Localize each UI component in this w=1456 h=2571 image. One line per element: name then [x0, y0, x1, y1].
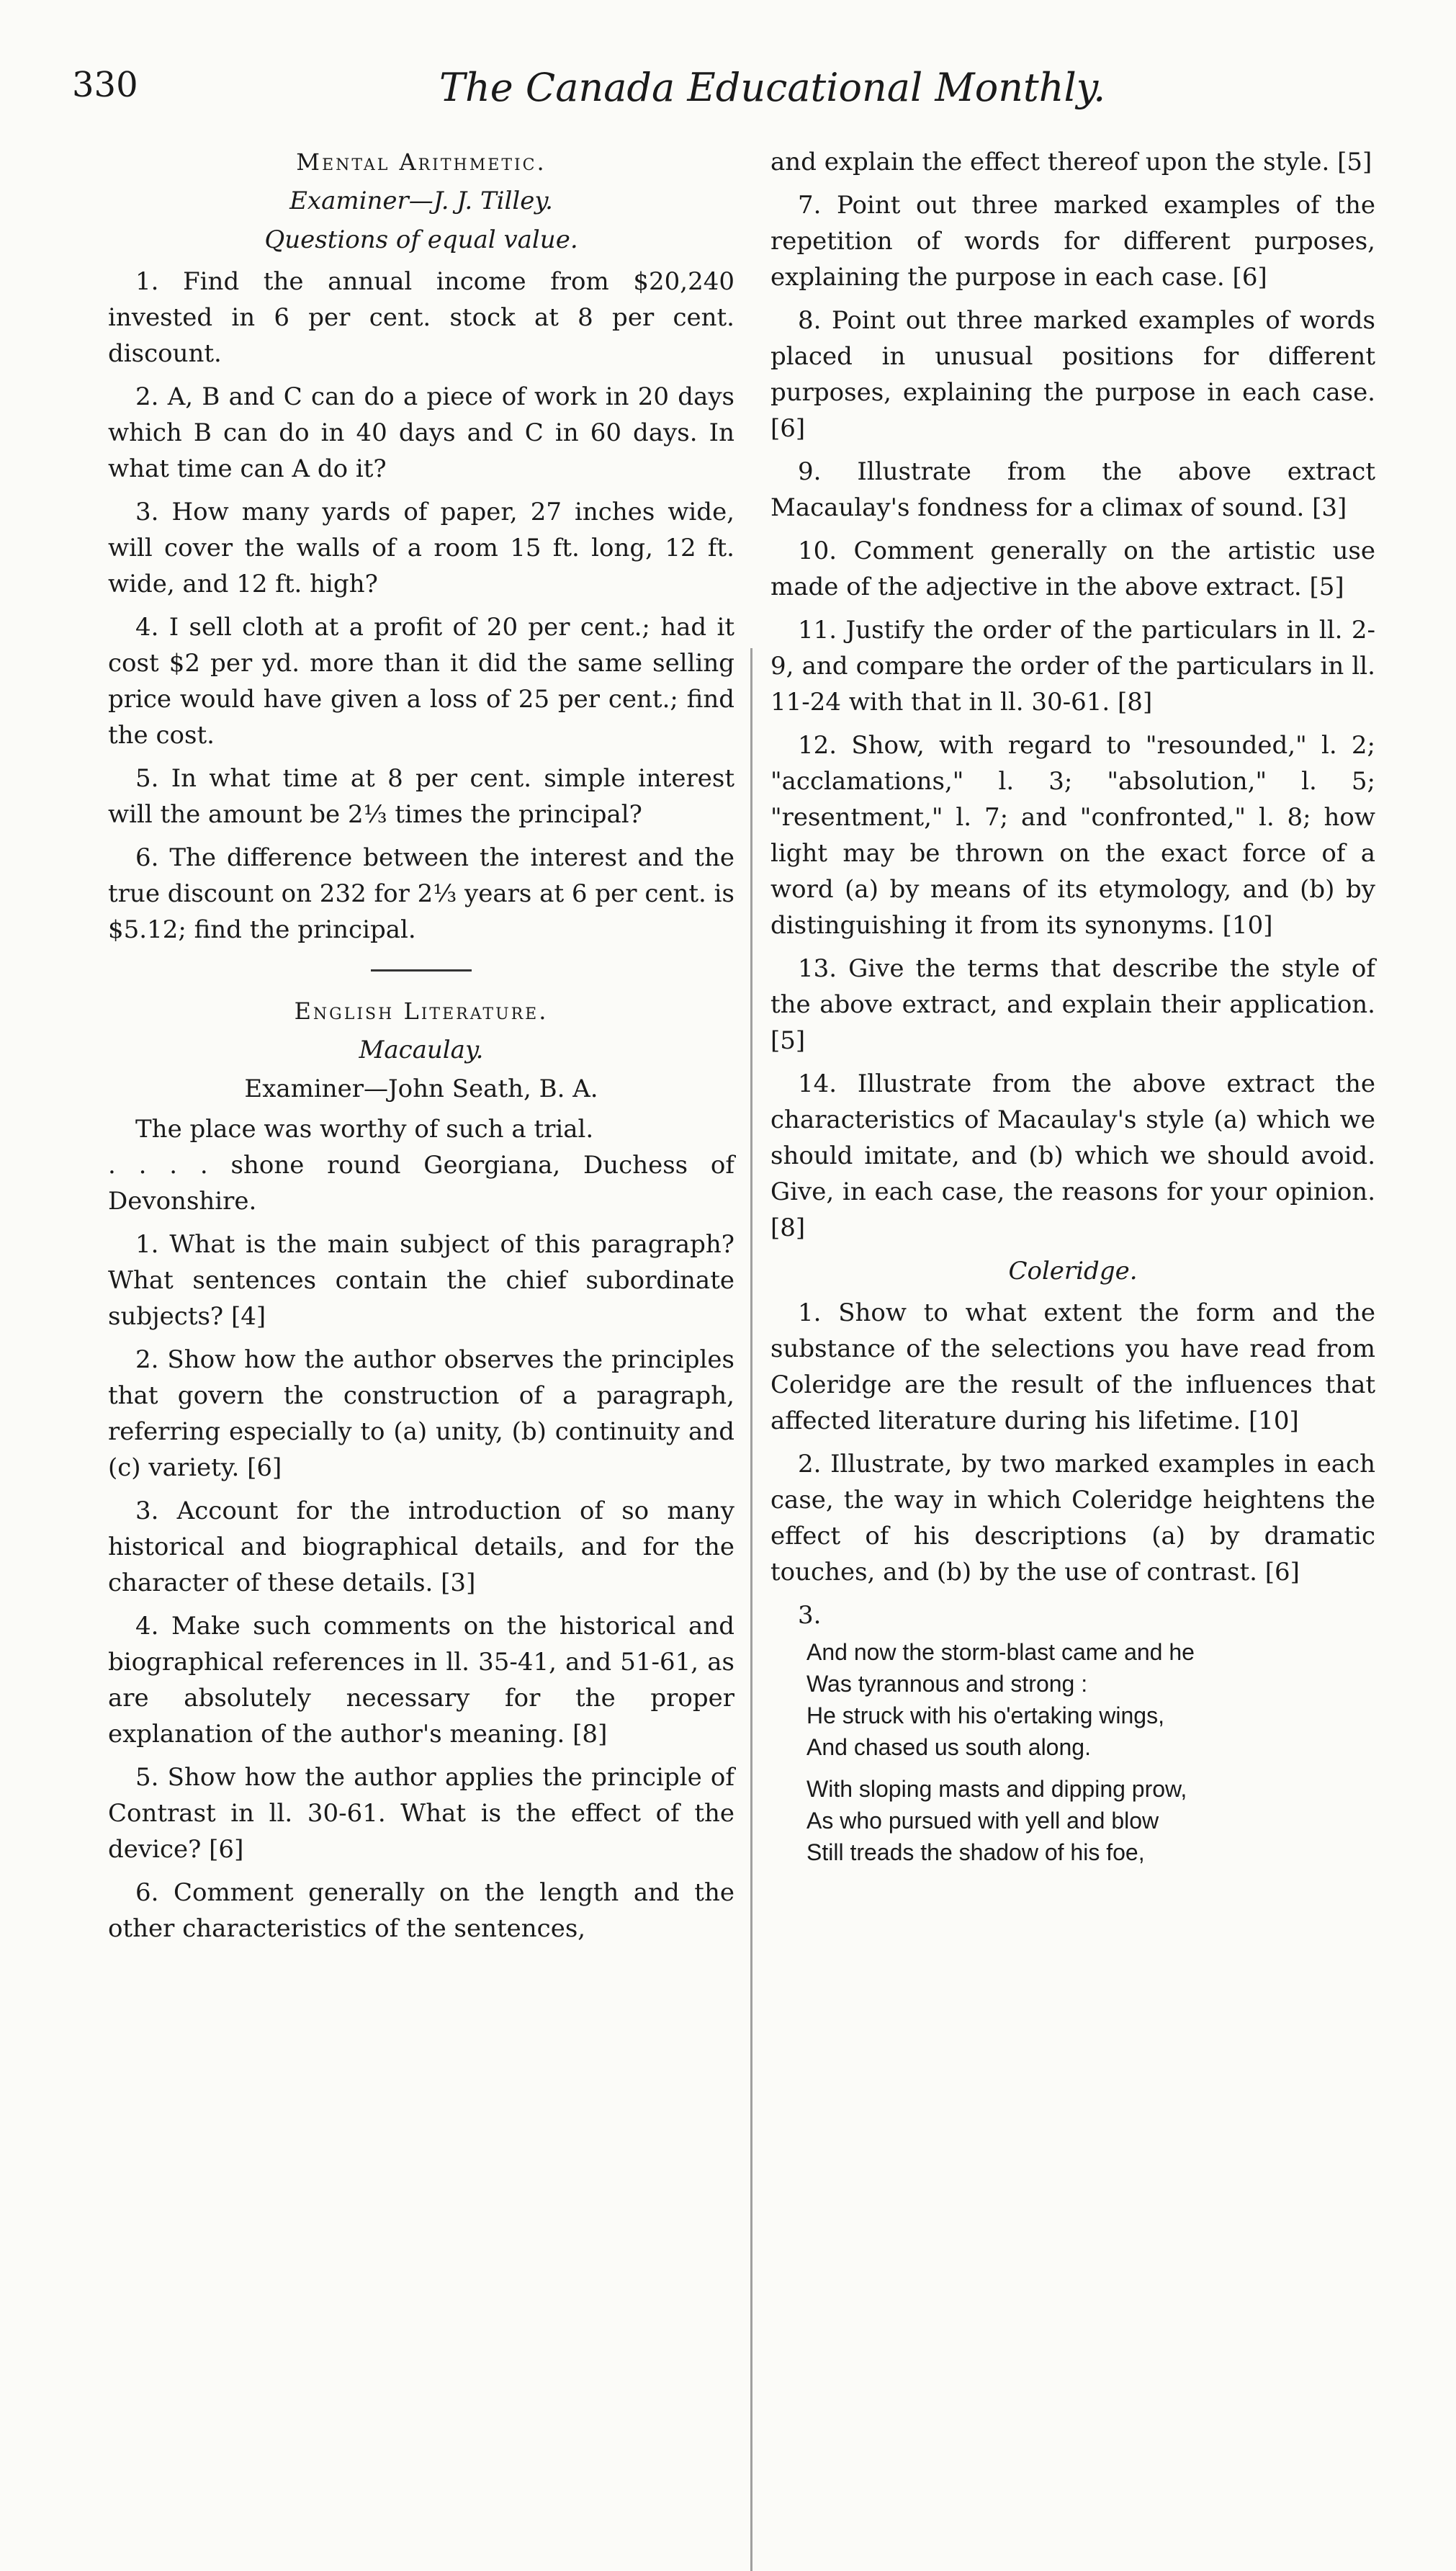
poem-stanza [806, 1636, 1375, 1763]
section-title-english-literature: English Literature. [294, 997, 549, 1025]
extract-line: . . . . shone round Georgiana, Duchess of Devonshire. [108, 1151, 734, 1216]
question: 9. Illustrate from the above extract Macaulay's fondness for a climax of sound. [3] [770, 457, 1375, 522]
poem-line: Still treads the shadow of his foe, [806, 1839, 1145, 1865]
right-column [770, 144, 1375, 1878]
page-number: 330 [72, 65, 138, 105]
author-heading: Macaulay. [359, 1036, 484, 1064]
poem-line: As who pursued with yell and blow [806, 1808, 1159, 1834]
question: 4. I sell cloth at a profit of 20 per cent.; had it cost $2 per yd. more than it did the same selling price would have given a loss of 25 per cent.; find the cost. [108, 613, 734, 750]
question: 11. Justify the order of the particulars in ll. 2-9, and compare the order of the particulars in ll. 11-24 with that in ll. 30-61. [8] [770, 616, 1375, 717]
poem-line: Was tyrannous and strong : [806, 1671, 1088, 1697]
left-column [108, 144, 734, 1954]
question: 5. In what time at 8 per cent. simple interest will the amount be 2⅓ times the principal? [108, 764, 734, 829]
author-heading: Coleridge. [1008, 1257, 1138, 1286]
question: 1. What is the main subject of this paragraph? What sentences contain the chief subordinate subjects? [4] [108, 1230, 734, 1331]
poem-line: He struck with his o'ertaking wings, [806, 1702, 1164, 1728]
question: 8. Point out three marked examples of words placed in unusual positions for different purposes, explaining the purpose in each case. [6] [770, 306, 1375, 443]
running-title: The Canada Educational Monthly. [439, 65, 1106, 110]
question: 3. How many yards of paper, 27 inches wide, will cover the walls of a room 15 ft. long, 12 ft. wide, and 12 ft. high? [108, 498, 734, 598]
column-divider [750, 648, 752, 2571]
page-header [0, 65, 1456, 122]
question: 13. Give the terms that describe the style of the above extract, and explain their application. [5] [770, 954, 1375, 1055]
question: 7. Point out three marked examples of the repetition of words for different purposes, explaining the purpose in each case. [6] [770, 191, 1375, 292]
extract-line: The place was worthy of such a trial. [135, 1115, 594, 1144]
question-continuation: and explain the effect thereof upon the style. [5] [770, 148, 1372, 176]
examiner-line: Examiner—John Seath, B. A. [244, 1074, 598, 1103]
poem-line: And now the storm-blast came and he [806, 1639, 1195, 1665]
poem-line: And chased us south along. [806, 1734, 1091, 1760]
section-title-mental-arithmetic: Mental Arithmetic. [296, 148, 547, 176]
examiner-line: Examiner—J. J. Tilley. [289, 187, 553, 215]
question: 4. Make such comments on the historical and biographical references in ll. 35-41, and 51-61, as are absolutely necessary for the proper explanation of the author's meaning. [8] [108, 1612, 734, 1749]
poem-line: With sloping masts and dipping prow, [806, 1776, 1187, 1802]
question: 10. Comment generally on the artistic use made of the adjective in the above extract. [5] [770, 537, 1375, 601]
question: 2. Illustrate, by two marked examples in each case, the way in which Coleridge heightens the effect of his descriptions (a) by dramatic touches, and (b) by the use of contrast. [6] [770, 1450, 1375, 1587]
question: 14. Illustrate from the above extract the characteristics of Macaulay's style (a) which we should imitate, and (b) which we should avoid. Give, in each case, the reasons for your opinion. [8] [770, 1069, 1375, 1242]
question-number: 3. [798, 1601, 822, 1630]
section-separator [371, 969, 472, 972]
question: 6. Comment generally on the length and the other characteristics of the sentences, [108, 1878, 734, 1943]
question: 5. Show how the author applies the principle of Contrast in ll. 30-61. What is the effect of the device? [6] [108, 1763, 734, 1864]
section-subtitle: Questions of equal value. [264, 225, 578, 254]
question: 12. Show, with regard to "resounded," l. 2; "acclamations," l. 3; "absolution," l. 5; "resentment," l. 7; and "confronted," l. 8; how light may be thrown on the exact force of a word (a) by means of its etymology, and (b) by distinguishing it from its synonyms. [10] [770, 731, 1375, 940]
question: 3. Account for the introduction of so many historical and biographical details, and for the character of these details. [3] [108, 1497, 734, 1597]
question: 2. A, B and C can do a piece of work in 20 days which B can do in 40 days and C in 60 days. In what time can A do it? [108, 382, 734, 483]
question: 6. The difference between the interest and the true discount on 232 for 2⅓ years at 6 per cent. is $5.12; find the principal. [108, 843, 734, 944]
question: 2. Show how the author observes the principles that govern the construction of a paragraph, referring especially to (a) unity, (b) continuity and (c) variety. [6] [108, 1345, 734, 1482]
question: 1. Find the annual income from $20,240 invested in 6 per cent. stock at 8 per cent. discount. [108, 267, 734, 368]
question: 1. Show to what extent the form and the substance of the selections you have read from Coleridge are the result of the influences that affected literature during his lifetime. [10] [770, 1298, 1375, 1435]
poem-stanza [806, 1773, 1375, 1868]
